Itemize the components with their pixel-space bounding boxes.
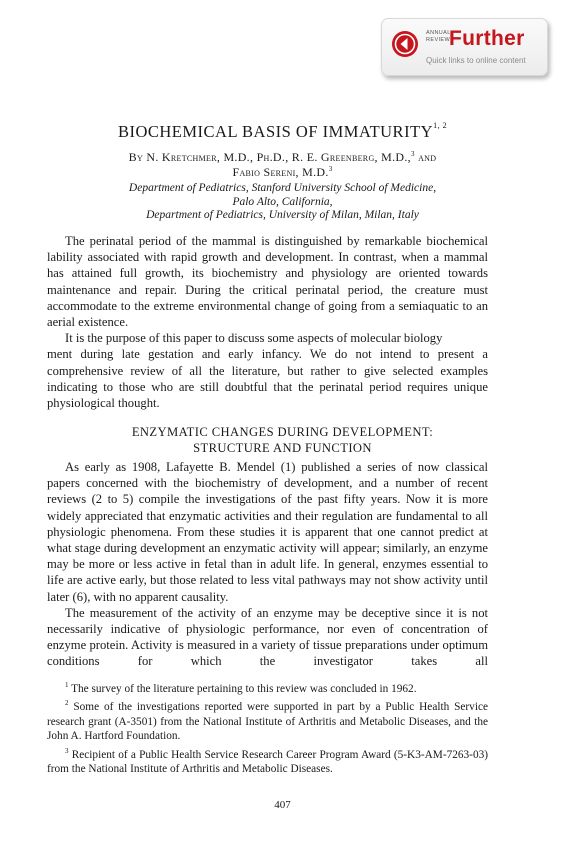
affiliation-line-3: Department of Pediatrics, University of Milan, Milan, Italy xyxy=(146,209,419,221)
further-arrow-icon xyxy=(390,29,420,59)
footnote-2-mark: 2 xyxy=(65,699,69,708)
section-paragraph-1: As early as 1908, Lafayette B. Mendel (1) published a series of now classical papers concerned with the biochemistry of development, and a number of recent reviews (2 to 5) compile the investigations of the past fifty years. Now it is more widely appreciated that enzymatic activities and their regulation are fundamental to all physiologic phenomena. From these studies it is apparent that one cannot predict at what stage during development an enzymatic activity will appear; similarly, an enzyme may be more or less active in fetal than in adult life. In general, enzymes essential to life are active early, but those related to less vital pathways may not show activity until later (6), with no apparent causality. xyxy=(47,460,488,604)
footnotes xyxy=(47,678,488,777)
badge-tagline: Quick links to online content xyxy=(426,56,526,65)
badge-brand-line2: REVIEWS xyxy=(426,37,455,43)
badge-further-label: Further xyxy=(449,27,525,50)
footnote-2 xyxy=(47,696,488,744)
section-heading-line-2: STRUCTURE AND FUNCTION xyxy=(193,441,372,455)
title-footnote-marks: 1, 2 xyxy=(433,121,448,130)
author-names-2: Fabio Sereni, M.D. xyxy=(232,165,329,179)
section-body xyxy=(47,459,488,670)
footnote-1 xyxy=(47,678,488,696)
intro-paragraph-2b: ment during late gestation and early infancy. We do not intend to present a comprehensive review of all the literature, but rather to give selected examples indicating to those who are still doubtful that the perinatal period requires unique physiological thought. xyxy=(47,347,488,411)
footnote-1-mark: 1 xyxy=(65,681,69,689)
page-number: 407 xyxy=(274,799,291,811)
section-paragraph-2: The measurement of the activity of an enzyme may be deceptive since it is not necessarily indicative of physiologic performance, nor even of concentration of enzyme protein. Activity is measured in a variety of tissue preparations under optimum conditions for which the investigator takes all xyxy=(47,605,488,669)
byline-prefix: By xyxy=(128,150,144,164)
footnote-1-text: The survey of the literature pertaining to this review was concluded in 1962. xyxy=(71,682,417,695)
footnote-2-text: Some of the investigations reported were supported in part by a Public Health Service research grant (A-3501) from the National Institute of Arthritis and Metabolic Diseases, and the John A. Hartford Foundation. xyxy=(47,701,488,743)
further-badge[interactable] xyxy=(381,18,548,76)
footnote-3 xyxy=(47,744,488,777)
author-line-1 xyxy=(0,150,565,165)
badge-brand-line1: ANNUAL xyxy=(426,30,451,36)
section-heading-line-1: ENZYMATIC CHANGES DURING DEVELOPMENT: xyxy=(131,425,434,439)
intro-paragraph-1: The perinatal period of the mammal is distinguished by remarkable biochemical lability associated with rapid growth and development. In contrast, when a mammal has attained full growth, its biochemistry and physiology are oriented towards maintenance and repair. During the critical perinatal period, the creature must accommodate to the extreme environmental change of going from a semiaquatic to an aerial existence. xyxy=(47,234,488,330)
article-title-text: BIOCHEMICAL BASIS OF IMMATURITY xyxy=(117,122,434,141)
footnote-3-mark: 3 xyxy=(65,746,69,755)
author-line-2 xyxy=(0,165,565,180)
footnote-3-text: Recipient of a Public Health Service Research Career Program Award (5-K3-AM-7263-03) from the National Institute of Arthritis and Metabolic Diseases. xyxy=(47,748,489,776)
intro-paragraph-2a: It is the purpose of this paper to discuss some aspects of molecular biology xyxy=(65,331,443,346)
author-names-1: N. Kretchmer, M.D., Ph.D., R. E. Greenberg, M.D., xyxy=(146,150,411,164)
author-and: and xyxy=(418,150,437,164)
affiliation-line-1: Department of Pediatrics, Stanford University School of Medicine, xyxy=(128,182,437,194)
intro-section xyxy=(47,233,488,411)
affiliation-line-2: Palo Alto, California, xyxy=(232,196,333,208)
article-title xyxy=(0,122,565,142)
author1-footnote-mark: 3 xyxy=(410,150,415,158)
author2-footnote-mark: 3 xyxy=(328,165,333,173)
